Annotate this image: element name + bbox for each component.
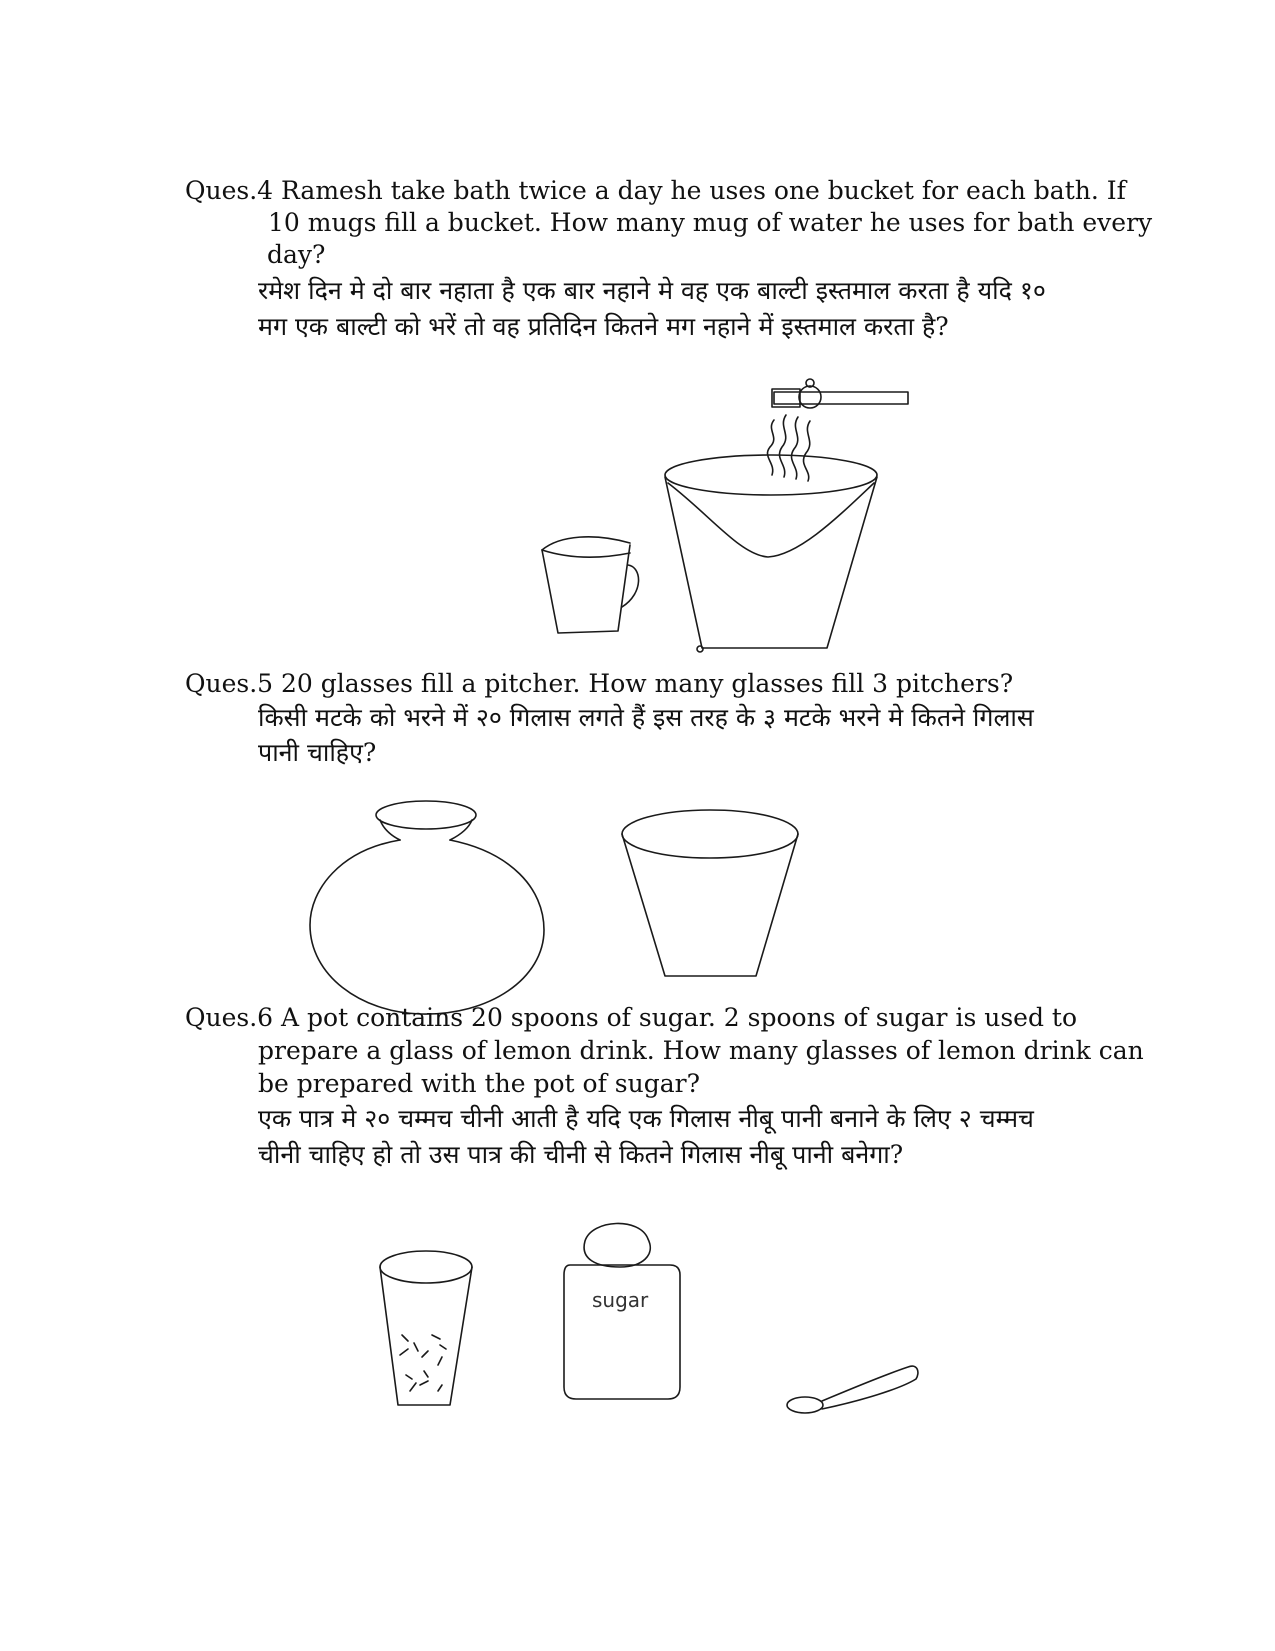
q4-text-line-3: day? bbox=[267, 240, 326, 269]
q6-hindi-line-1: एक पात्र मे २० चम्मच चीनी आती है यदि एक गिलास नीबू पानी बनाने के लिए २ चम्मच bbox=[258, 1104, 1034, 1133]
q4-hindi-line-2: मग एक बाल्टी को भरें तो वह प्रतिदिन कितने मग नहाने में इस्तमाल करता है? bbox=[258, 312, 949, 341]
q4-figure bbox=[540, 365, 940, 665]
q5-figure bbox=[300, 800, 820, 1030]
q6-text-line-2: prepare a glass of lemon drink. How many glasses of lemon drink can bbox=[258, 1036, 1144, 1065]
q5-text-line-1: Ques.5 20 glasses fill a pitcher. How many glasses fill 3 pitchers? bbox=[185, 669, 1014, 698]
sugar-jar-icon bbox=[564, 1223, 680, 1399]
lemon-drink-glass-icon bbox=[380, 1251, 472, 1405]
tap-icon bbox=[772, 379, 908, 408]
q5-hindi-line-2: पानी चाहिए? bbox=[258, 738, 377, 767]
q4-text-line-2: 10 mugs fill a bucket. How many mug of water he uses for bath every bbox=[268, 208, 1153, 237]
water-stream-icon bbox=[767, 415, 810, 481]
pitcher-icon bbox=[310, 801, 544, 1014]
glass-icon bbox=[622, 810, 798, 976]
spoon-icon bbox=[787, 1366, 918, 1413]
q6-figure bbox=[380, 1225, 960, 1425]
q6-hindi-line-2: चीनी चाहिए हो तो उस पात्र की चीनी से कितने गिलास नीबू पानी बनेगा? bbox=[258, 1140, 904, 1169]
q6-text-line-3: be prepared with the pot of sugar? bbox=[258, 1069, 700, 1098]
mug-icon bbox=[542, 537, 639, 633]
q4-hindi-line-1: रमेश दिन मे दो बार नहाता है एक बार नहाने मे वह एक बाल्टी इस्तमाल करता है यदि १० bbox=[258, 276, 1046, 305]
bucket-icon bbox=[665, 455, 877, 652]
q5-hindi-line-1: किसी मटके को भरने में २० गिलास लगते हैं इस तरह के ३ मटके भरने मे कितने गिलास bbox=[258, 703, 1034, 732]
q4-text-line-1: Ques.4 Ramesh take bath twice a day he uses one bucket for each bath. If bbox=[185, 176, 1126, 205]
sugar-jar-label: sugar bbox=[592, 1288, 649, 1312]
q6-text-line-1: Ques.6 A pot contains 20 spoons of sugar. 2 spoons of sugar is used to bbox=[185, 1003, 1078, 1032]
